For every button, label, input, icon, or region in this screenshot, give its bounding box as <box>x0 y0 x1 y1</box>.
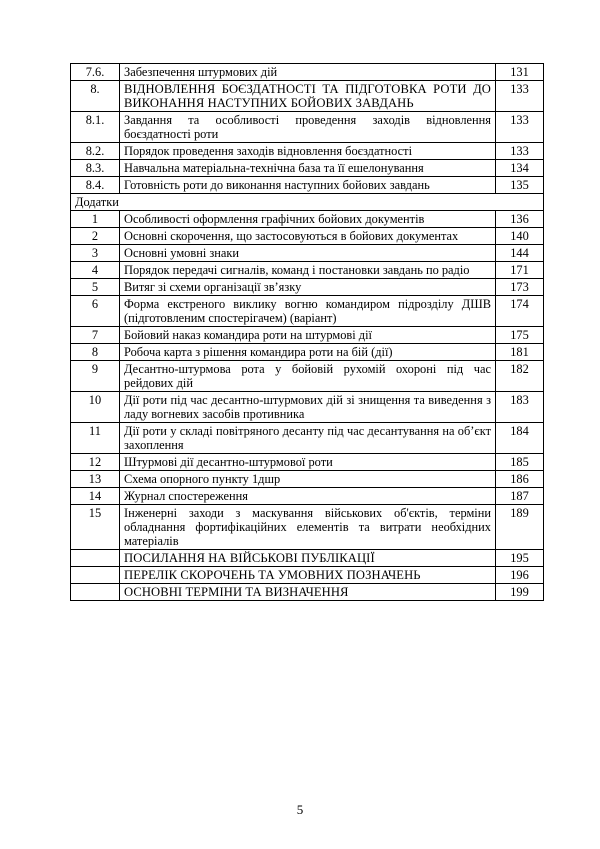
toc-row <box>71 296 544 327</box>
toc-item-number: 8.3. <box>71 160 120 177</box>
toc-item-title: Дії роти у складі повітряного десанту під час десантування на об’єкт захоплення <box>120 423 496 454</box>
toc-row <box>71 228 544 245</box>
toc-item-title: Особливості оформлення графічних бойових документів <box>120 211 496 228</box>
toc-row <box>71 454 544 471</box>
toc-item-page: 134 <box>496 160 544 177</box>
toc-item-page: 175 <box>496 327 544 344</box>
toc-item-title: Порядок проведення заходів відновлення боєздатності <box>120 143 496 160</box>
toc-item-title: ПОСИЛАННЯ НА ВІЙСЬКОВІ ПУБЛІКАЦІЇ <box>120 550 496 567</box>
toc-row <box>71 584 544 601</box>
toc-item-page: 189 <box>496 505 544 550</box>
toc-item-number <box>71 584 120 601</box>
toc-row <box>71 344 544 361</box>
toc-row <box>71 327 544 344</box>
toc-item-number <box>71 567 120 584</box>
table-of-contents <box>70 63 544 601</box>
toc-item-page: 183 <box>496 392 544 423</box>
toc-row <box>71 361 544 392</box>
toc-item-page: 144 <box>496 245 544 262</box>
toc-item-title: Дії роти під час десантно-штурмових дій зі знищення та виведення з ладу вогневих засобів противника <box>120 392 496 423</box>
toc-row <box>71 64 544 81</box>
toc-item-title: Порядок передачі сигналів, команд і постановки завдань по радіо <box>120 262 496 279</box>
toc-item-title: Десантно-штурмова рота у бойовій рухомій охороні під час рейдових дій <box>120 361 496 392</box>
toc-item-page: 173 <box>496 279 544 296</box>
toc-item-title: Завдання та особливості проведення заходів відновлення боєздатності роти <box>120 112 496 143</box>
toc-item-page: 136 <box>496 211 544 228</box>
toc-item-number: 8.2. <box>71 143 120 160</box>
toc-item-page: 133 <box>496 143 544 160</box>
toc-item-page: 131 <box>496 64 544 81</box>
toc-item-title: Основні скорочення, що застосовуються в бойових документах <box>120 228 496 245</box>
toc-item-page: 181 <box>496 344 544 361</box>
toc-item-page: 135 <box>496 177 544 194</box>
toc-row <box>71 245 544 262</box>
toc-item-title: ПЕРЕЛІК СКОРОЧЕНЬ ТА УМОВНИХ ПОЗНАЧЕНЬ <box>120 567 496 584</box>
toc-row <box>71 423 544 454</box>
toc-row <box>71 160 544 177</box>
toc-item-number: 9 <box>71 361 120 392</box>
page-number: 5 <box>296 802 304 817</box>
toc-item-number: 11 <box>71 423 120 454</box>
toc-item-number: 7 <box>71 327 120 344</box>
toc-section-row <box>71 194 544 211</box>
toc-item-page: 133 <box>496 81 544 112</box>
toc-item-page: 133 <box>496 112 544 143</box>
toc-section-label: Додатки <box>71 194 544 211</box>
toc-item-number: 8 <box>71 344 120 361</box>
toc-item-title: Забезпечення штурмових дій <box>120 64 496 81</box>
toc-item-page: 199 <box>496 584 544 601</box>
toc-item-title: Схема опорного пункту 1дшр <box>120 471 496 488</box>
toc-item-number: 13 <box>71 471 120 488</box>
toc-item-page: 171 <box>496 262 544 279</box>
toc-item-title: Бойовий наказ командира роти на штурмові дії <box>120 327 496 344</box>
toc-body <box>71 64 544 601</box>
toc-item-page: 187 <box>496 488 544 505</box>
toc-item-number: 2 <box>71 228 120 245</box>
toc-row <box>71 488 544 505</box>
toc-item-number: 4 <box>71 262 120 279</box>
toc-item-title: ВІДНОВЛЕННЯ БОЄЗДАТНОСТІ ТА ПІДГОТОВКА РОТИ ДО ВИКОНАННЯ НАСТУПНИХ БОЙОВИХ ЗАВДАНЬ <box>120 81 496 112</box>
toc-item-title: Навчальна матеріальна-технічна база та її ешелонування <box>120 160 496 177</box>
toc-item-title: ОСНОВНІ ТЕРМІНИ ТА ВИЗНАЧЕННЯ <box>120 584 496 601</box>
toc-item-number: 15 <box>71 505 120 550</box>
toc-row <box>71 567 544 584</box>
toc-item-page: 184 <box>496 423 544 454</box>
toc-row <box>71 392 544 423</box>
toc-item-title: Штурмові дії десантно-штурмової роти <box>120 454 496 471</box>
toc-item-number: 5 <box>71 279 120 296</box>
toc-item-number: 7.6. <box>71 64 120 81</box>
toc-item-number: 12 <box>71 454 120 471</box>
toc-item-page: 196 <box>496 567 544 584</box>
toc-row <box>71 505 544 550</box>
toc-item-number: 6 <box>71 296 120 327</box>
toc-item-title: Інженерні заходи з маскування військових об'єктів, терміни обладнання фортифікаційних елементів та витрати необхідних матеріалів <box>120 505 496 550</box>
toc-item-number: 1 <box>71 211 120 228</box>
toc-row <box>71 262 544 279</box>
toc-row <box>71 550 544 567</box>
toc-item-title: Витяг зі схеми організації зв’язку <box>120 279 496 296</box>
toc-item-title: Журнал спостереження <box>120 488 496 505</box>
toc-item-number: 10 <box>71 392 120 423</box>
toc-item-page: 195 <box>496 550 544 567</box>
toc-row <box>71 81 544 112</box>
toc-item-number: 3 <box>71 245 120 262</box>
toc-item-title: Форма екстреного виклику вогню командиром підрозділу ДШВ (підготовленим спостерігачем) (варіант) <box>120 296 496 327</box>
toc-row <box>71 177 544 194</box>
toc-row <box>71 471 544 488</box>
toc-item-page: 185 <box>496 454 544 471</box>
toc-item-page: 174 <box>496 296 544 327</box>
toc-item-title: Готовність роти до виконання наступних бойових завдань <box>120 177 496 194</box>
toc-item-number: 8. <box>71 81 120 112</box>
toc-item-number: 14 <box>71 488 120 505</box>
toc-item-page: 186 <box>496 471 544 488</box>
toc-item-title: Основні умовні знаки <box>120 245 496 262</box>
toc-row <box>71 112 544 143</box>
toc-item-number: 8.4. <box>71 177 120 194</box>
toc-row <box>71 211 544 228</box>
toc-row <box>71 143 544 160</box>
toc-item-title: Робоча карта з рішення командира роти на бій (дії) <box>120 344 496 361</box>
toc-item-number: 8.1. <box>71 112 120 143</box>
toc-item-number <box>71 550 120 567</box>
toc-row <box>71 279 544 296</box>
toc-item-page: 140 <box>496 228 544 245</box>
toc-item-page: 182 <box>496 361 544 392</box>
